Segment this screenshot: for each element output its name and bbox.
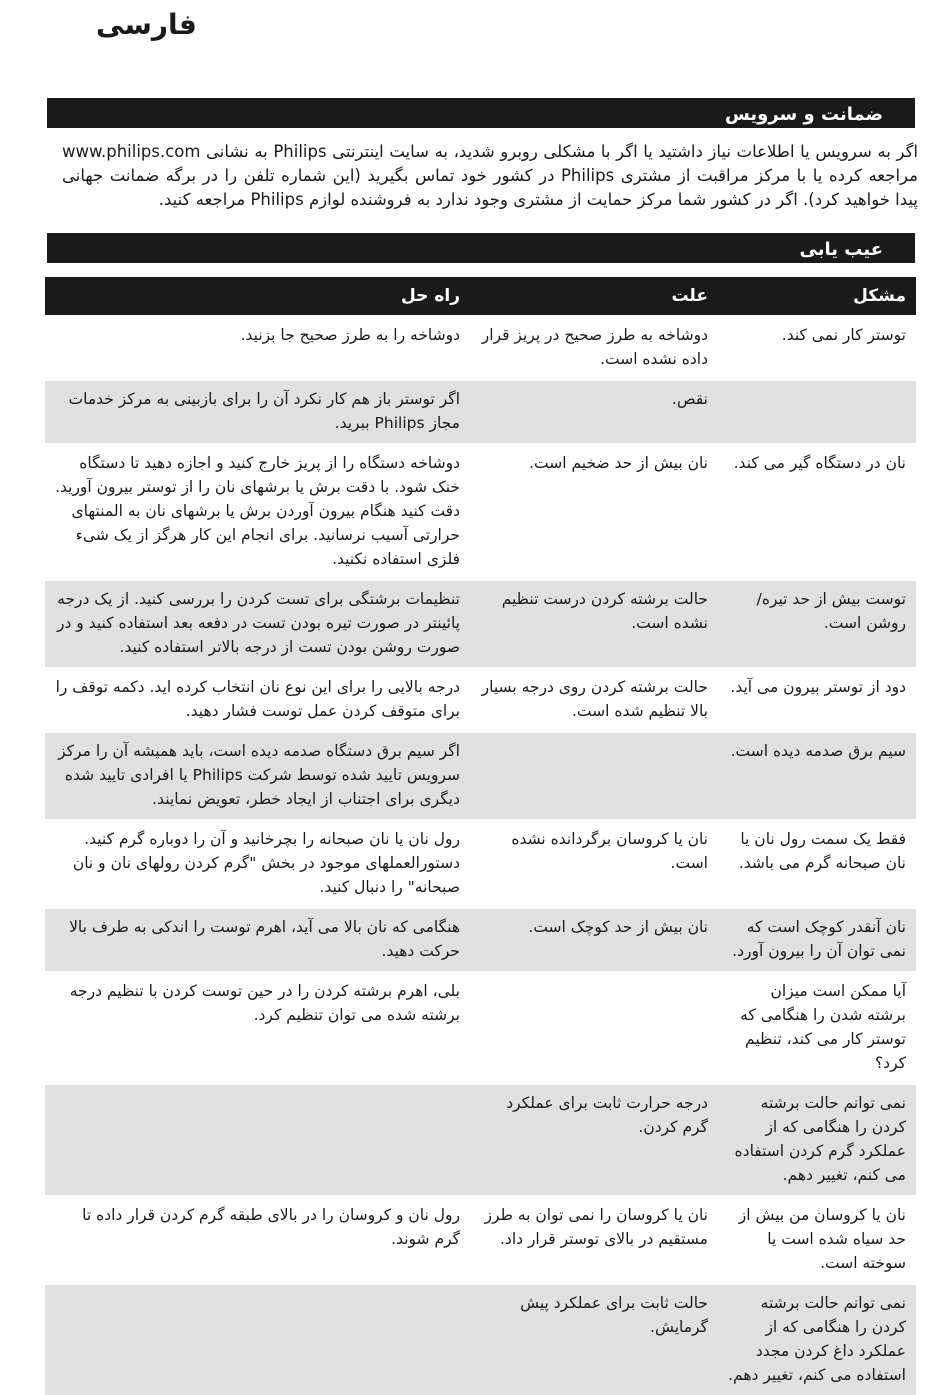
cell-solution: اگر توستر باز هم کار نکرد آن را برای بازبینی به مرکز خدمات مجاز Philips ببرید. bbox=[45, 380, 470, 444]
table-row bbox=[45, 668, 916, 732]
troubleshooting-table bbox=[45, 277, 916, 1395]
cell-problem: نمی توانم حالت برشته کردن را هنگامی که از عملکرد گرم کردن استفاده می کنم، تغییر دهم. bbox=[718, 1084, 916, 1196]
cell-cause: نان یا کروسان برگردانده نشده است. bbox=[470, 820, 718, 908]
cell-solution: رول نان یا نان صبحانه را بچرخانید و آن را دوباره گرم کنید. دستورالعملهای موجود در بخش "گرم کردن رولهای نان و نان صبحانه" را دنبال کنید. bbox=[45, 820, 470, 908]
troubleshooting-rows bbox=[45, 316, 916, 1395]
cell-solution: هنگامی که نان بالا می آید، اهرم توست را اندکی به طرف بالا حرکت دهید. bbox=[45, 908, 470, 972]
table-row bbox=[45, 580, 916, 668]
table-row bbox=[45, 1284, 916, 1395]
table-row bbox=[45, 316, 916, 380]
cell-problem: توستر کار نمی کند. bbox=[718, 316, 916, 380]
cell-problem: نان آنقدر کوچک است که نمی توان آن را بیرون آورد. bbox=[718, 908, 916, 972]
cell-problem: دود از توستر بیرون می آید. bbox=[718, 668, 916, 732]
cell-solution: تنظیمات برشتگی برای تست کردن را بررسی کنید. از یک درجه پائینتر در صورت تیره بودن تست در دفعه بعد استفاده کنید و در صورت روشن بودن تست از درجه بالاتر استفاده کنید. bbox=[45, 580, 470, 668]
cell-solution: رول نان و کروسان را در بالای طبقه گرم کردن قرار داده تا گرم شوند. bbox=[45, 1196, 470, 1284]
table-row bbox=[45, 820, 916, 908]
cell-solution: بلی، اهرم برشته کردن را در حین توست کردن با تنظیم درجه برشته شده می توان تنظیم کرد. bbox=[45, 972, 470, 1084]
cell-cause: نان بیش از حد ضخیم است. bbox=[470, 444, 718, 580]
table-row bbox=[45, 908, 916, 972]
table-row bbox=[45, 1196, 916, 1284]
cell-solution bbox=[45, 1284, 470, 1395]
troubleshooting-heading: عیب یابی bbox=[47, 233, 915, 263]
table-row bbox=[45, 380, 916, 444]
table-row bbox=[45, 444, 916, 580]
table-row bbox=[45, 1084, 916, 1196]
column-header-solution: راه حل bbox=[45, 277, 470, 316]
cell-cause: نقص. bbox=[470, 380, 718, 444]
cell-problem: فقط یک سمت رول نان یا نان صبحانه گرم می باشد. bbox=[718, 820, 916, 908]
cell-problem: نان در دستگاه گیر می کند. bbox=[718, 444, 916, 580]
cell-problem: نمی توانم حالت برشته کردن را هنگامی که از عملکرد داغ کردن مجدد استفاده می کنم، تغییر دهم. bbox=[718, 1284, 916, 1395]
cell-cause: حالت برشته کردن روی درجه بسیار بالا تنظیم شده است. bbox=[470, 668, 718, 732]
cell-cause bbox=[470, 972, 718, 1084]
cell-problem bbox=[718, 380, 916, 444]
cell-problem: سیم برق صدمه دیده است. bbox=[718, 732, 916, 820]
cell-cause: نان بیش از حد کوچک است. bbox=[470, 908, 718, 972]
cell-problem: آیا ممکن است میزان برشته شدن را هنگامی که توستر کار می کند، تنظیم کرد؟ bbox=[718, 972, 916, 1084]
warranty-paragraph: اگر به سرویس یا اطلاعات نیاز داشتید یا اگر با مشکلی روبرو شدید، به سایت اینترنتی Philips به نشانی www.philips.com مراجعه کرده یا با مرکز مراقبت از مشتری Philips در کشور خود تماس بگیرید (این شماره تلفن را در برگه ضمانت جهانی پیدا خواهید کرد). اگر در کشور شما مرکز حمایت از مشتری وجود ندارد به فروشنده لوازم Philips مراجعه کنید. bbox=[62, 142, 919, 209]
cell-solution: اگر سیم برق دستگاه صدمه دیده است، باید همیشه آن را مرکز سرویس تایید شده توسط شرکت Philips یا افرادی تایید شده دیگری برای اجتناب از ایجاد خطر، تعویض نمایند. bbox=[45, 732, 470, 820]
cell-cause: حالت برشته کردن درست تنظیم نشده است. bbox=[470, 580, 718, 668]
cell-cause: حالت ثابت برای عملکرد پیش گرمایش. bbox=[470, 1284, 718, 1395]
cell-solution: درجه بالایی را برای این نوع نان انتخاب کرده اید. دکمه توقف را برای متوقف کردن عمل توست فشار دهید. bbox=[45, 668, 470, 732]
cell-cause: درجه حرارت ثابت برای عملکرد گرم کردن. bbox=[470, 1084, 718, 1196]
table-header-row bbox=[45, 277, 916, 316]
cell-solution: دوشاخه را به طرز صحیح جا بزنید. bbox=[45, 316, 470, 380]
column-header-problem: مشکل bbox=[718, 277, 916, 316]
warranty-heading: ضمانت و سرویس bbox=[47, 98, 915, 128]
cell-problem: توست بیش از حد تیره/روشن است. bbox=[718, 580, 916, 668]
table-row bbox=[45, 732, 916, 820]
cell-solution: دوشاخه دستگاه را از پریز خارج کنید و اجازه دهید تا دستگاه خنک شود. با دقت برش یا برشهای نان را از توستر بیرون آورید. دقت کنید هنگام بیرون آوردن برش یا برشهای نان به المنتهای حرارتی آسیب نرسانید. برای انجام این کار هرگز از یک شیء فلزی استفاده نکنید. bbox=[45, 444, 470, 580]
cell-cause: نان یا کروسان را نمی توان به طرز مستقیم در بالای توستر قرار داد. bbox=[470, 1196, 718, 1284]
column-header-cause: علت bbox=[470, 277, 718, 316]
page-title: فارسی bbox=[96, 8, 197, 41]
cell-solution bbox=[45, 1084, 470, 1196]
table-row bbox=[45, 972, 916, 1084]
cell-cause: دوشاخه به طرز صحیح در پریز قرار داده نشده است. bbox=[470, 316, 718, 380]
cell-cause bbox=[470, 732, 718, 820]
cell-problem: نان یا کروسان من بیش از حد سیاه شده است یا سوخته است. bbox=[718, 1196, 916, 1284]
